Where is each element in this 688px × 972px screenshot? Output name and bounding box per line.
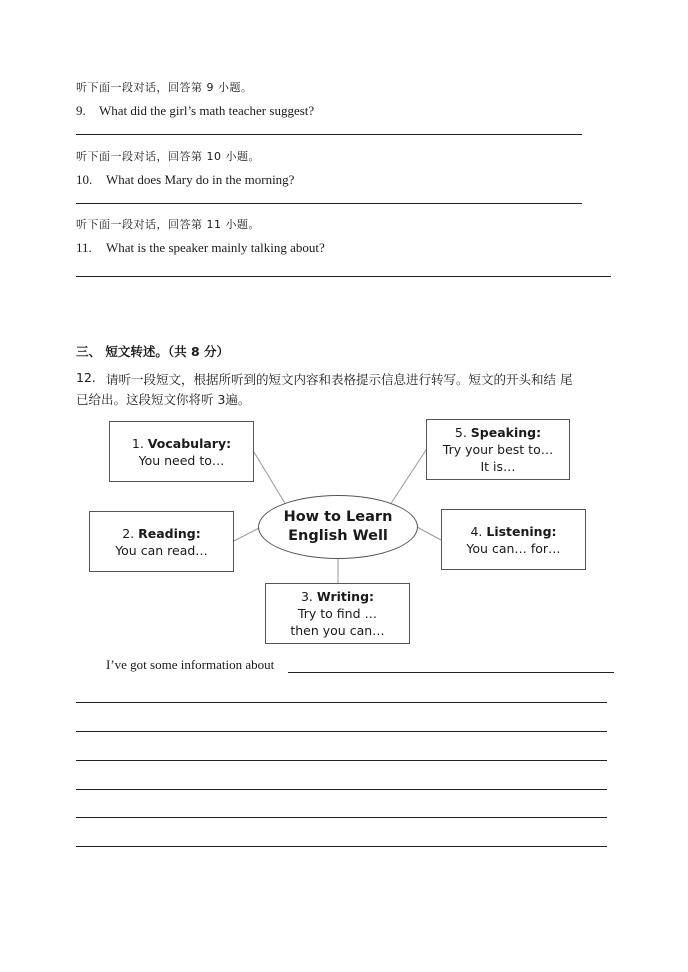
mindmap-box-listening xyxy=(441,509,586,570)
answer-line-0[interactable] xyxy=(288,672,614,673)
box2-num: 2. xyxy=(122,525,139,541)
q9-instruction: 听下面一段对话，回答第 9 小题。 xyxy=(76,81,253,94)
box5-line3: It is… xyxy=(480,459,516,474)
box2-title: Reading: xyxy=(138,525,201,541)
center-line2: English Well xyxy=(288,528,388,544)
answer-line-4[interactable] xyxy=(76,789,607,790)
box5-num: 5. xyxy=(454,425,471,440)
answer-line-3[interactable] xyxy=(76,760,607,761)
box4-num: 4. xyxy=(470,523,487,539)
q10-number: 10. xyxy=(76,172,93,187)
answer-line-5[interactable] xyxy=(76,817,607,818)
q10-instruction: 听下面一段对话，回答第 10 小题。 xyxy=(76,150,260,163)
box1-num: 1. xyxy=(131,435,148,451)
box3-num: 3. xyxy=(300,589,317,604)
mindmap-box-vocabulary xyxy=(109,421,254,482)
box2-line2: You can read… xyxy=(115,542,208,558)
mindmap-box-reading xyxy=(89,511,234,572)
box5-title: Speaking: xyxy=(470,425,542,440)
mindmap-center xyxy=(258,495,418,559)
answer-starter: I’ve got some information about xyxy=(106,657,275,672)
q11-number: 11. xyxy=(76,240,92,255)
mindmap-box-speaking xyxy=(426,419,570,480)
box1-title: Vocabulary: xyxy=(147,435,232,451)
box3-title: Writing: xyxy=(316,589,375,604)
q9-question: What did the girl’s math teacher suggest? xyxy=(99,103,315,118)
box5-line2: Try your best to… xyxy=(442,442,554,457)
q12-text-line1: 请听一段短文，根据所听到的短文内容和表格提示信息进行转写。短文的开头和结 尾 xyxy=(106,372,573,387)
box3-line3: then you can… xyxy=(290,623,385,638)
q9-number: 9. xyxy=(76,103,86,118)
q11-instruction: 听下面一段对话，回答第 11 小题。 xyxy=(76,218,260,231)
q12-number: 12. xyxy=(76,370,96,385)
q12-text-line2: 已给出。这段短文你将听 3遍。 xyxy=(76,392,251,407)
answer-line-1[interactable] xyxy=(76,702,607,703)
center-line1: How to Learn xyxy=(283,509,393,525)
q11-question: What is the speaker mainly talking about? xyxy=(106,240,325,255)
box4-title: Listening: xyxy=(486,523,557,539)
box4-line2: You can… for… xyxy=(466,540,561,556)
section3-title: 三、 短文转述。（共 8 分） xyxy=(76,344,230,359)
q10-question: What does Mary do in the morning? xyxy=(106,172,295,187)
answer-line-2[interactable] xyxy=(76,731,607,732)
box3-line2: Try to find … xyxy=(297,606,378,621)
box1-line2: You need to… xyxy=(138,452,225,468)
mindmap-box-writing xyxy=(265,583,410,644)
answer-line-6[interactable] xyxy=(76,846,607,847)
